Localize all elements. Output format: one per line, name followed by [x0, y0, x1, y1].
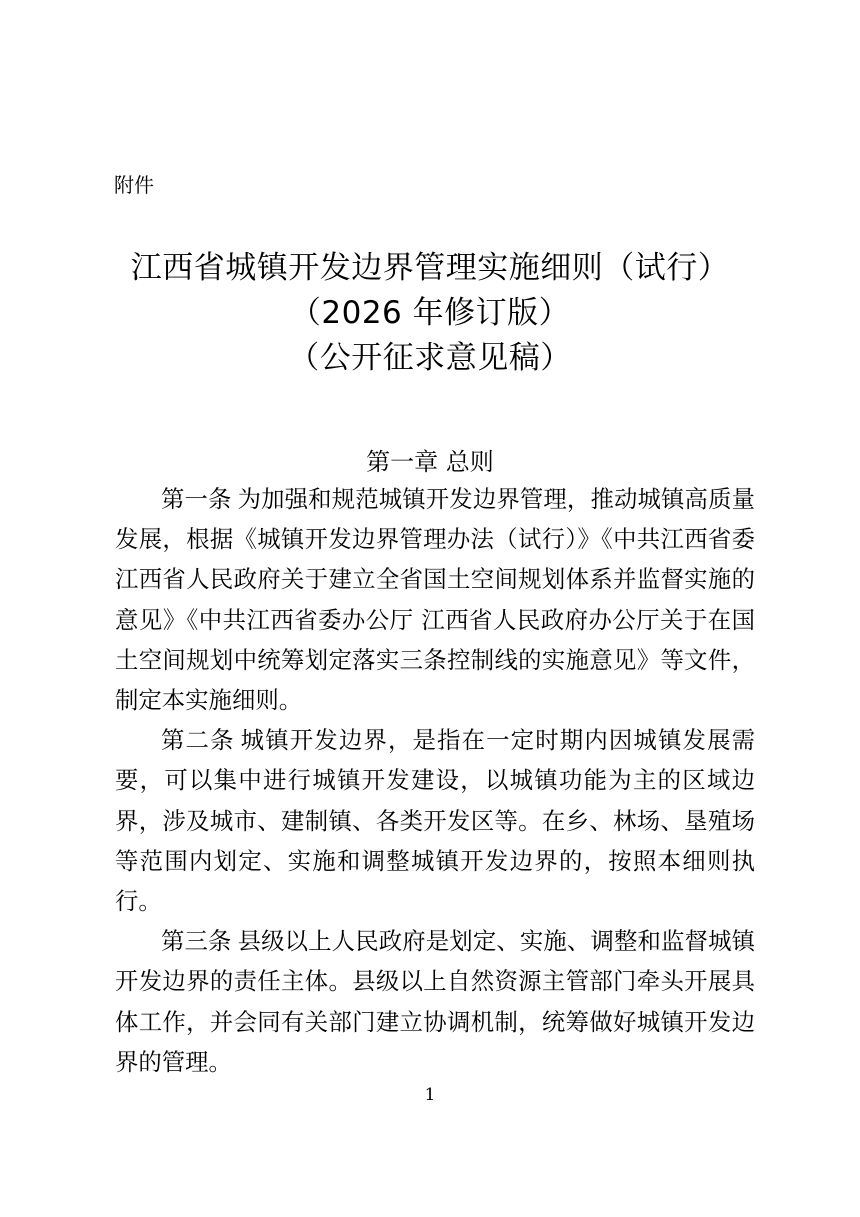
page-number: 1 [424, 1085, 436, 1105]
article-text: 城镇开发边界，是指在一定时期内因城镇发展需要，可以集中进行城镇开发建设，以城镇功能为主的区域边界，涉及城市、建制镇、各类开发区等。在乡、林场、垦殖场等范围内划定、实施和调整城镇开发边界的，按照本细则执行。 [115, 726, 756, 916]
article-paragraph [115, 720, 755, 921]
article-paragraph [115, 921, 755, 1082]
title-draft-note: （公开征求意见稿） [288, 340, 572, 376]
title-revision: （2026 年修订版） [289, 295, 571, 331]
article-number: 第二条 [161, 726, 235, 755]
title-main: 江西省城镇开发边界管理实施细则（试行） [130, 250, 730, 286]
article-text: 县级以上人民政府是划定、实施、调整和监督城镇开发边界的责任主体。县级以上自然资源主管部门牵头开展具体工作，并会同有关部门建立协调机制，统筹做好城镇开发边界的管理。 [115, 927, 755, 1076]
article-text: 为加强和规范城镇开发边界管理，推动城镇高质量发展，根据《城镇开发边界管理办法（试行）》《中共江西省委 江西省人民政府关于建立全省国土空间规划体系并监督实施的意见》《中共江西省委办公厅 江西省人民政府办公厅关于在国土空间规划中统筹划定落实三条控制线的实施意见》等文件，制定本实施细则。 [115, 485, 755, 715]
document-body [115, 479, 755, 1082]
article-paragraph [115, 479, 755, 720]
attachment-label: 附件 [114, 173, 154, 197]
chapter-heading: 第一章 总则 [366, 448, 494, 476]
article-number: 第三条 [161, 927, 232, 956]
article-number: 第一条 [161, 485, 232, 513]
document-title [60, 246, 800, 381]
